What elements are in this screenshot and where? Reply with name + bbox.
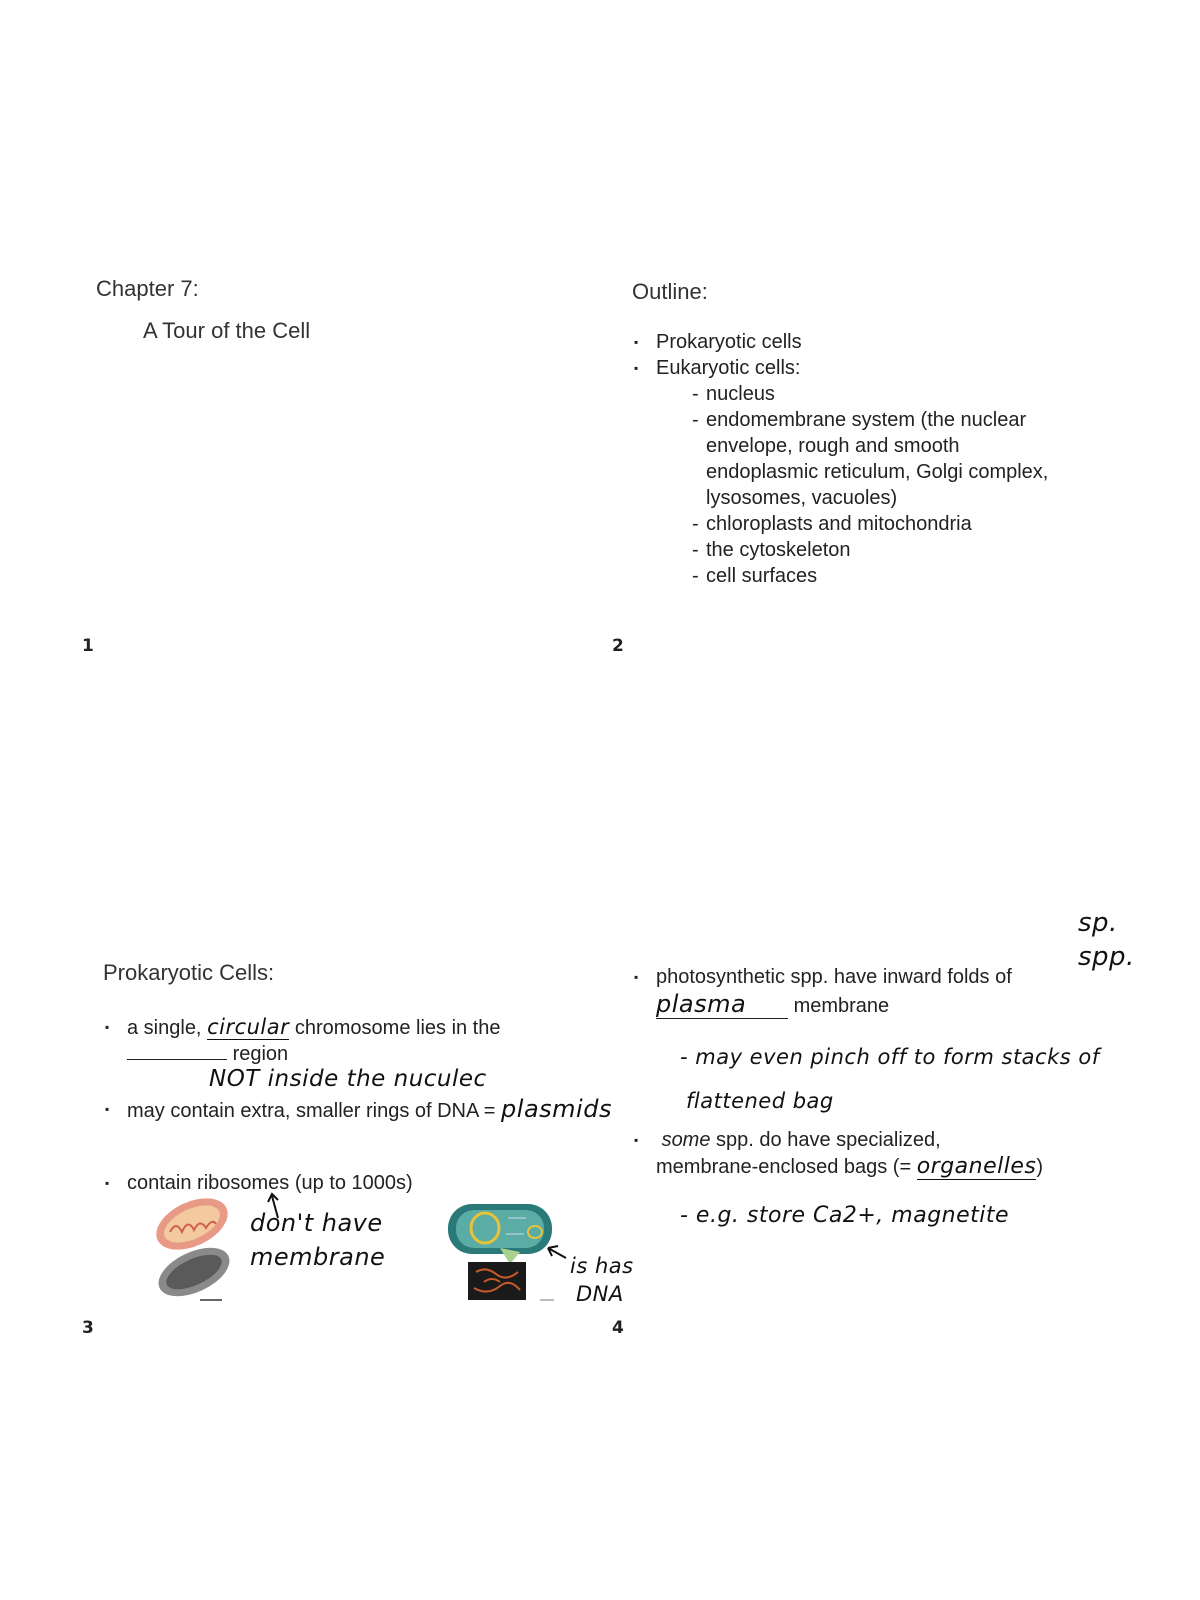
handwritten-not-inside-nucleus: NOT inside the nuculec bbox=[209, 1066, 487, 1092]
arrow-to-dna bbox=[548, 1246, 566, 1258]
handwritten-dont-have-membrane: don't have membrane bbox=[250, 1209, 386, 1271]
outline-item-eukaryotic: ▪ Eukaryotic cells: bbox=[632, 355, 1192, 381]
slide-2 bbox=[632, 279, 1192, 589]
slide-3 bbox=[103, 960, 633, 1196]
outline-item-prokaryotic: ▪ Prokaryotic cells bbox=[632, 329, 1192, 355]
micrograph-illustration bbox=[151, 1238, 237, 1306]
handwritten-organelles: organelles bbox=[916, 1154, 1037, 1179]
handwritten-flattened-bag-note: - may even pinch off to form stacks of flattened bag bbox=[680, 1045, 1100, 1113]
outline-subitem-cytoskeleton: - the cytoskeleton bbox=[692, 539, 851, 561]
bullet-photosynthetic: ▪ photosynthetic spp. have inward folds of bbox=[632, 964, 1152, 990]
page-number-3: 3 bbox=[82, 1318, 94, 1338]
bullet-chromosome: ▪ a single, circular chromosome lies in the bbox=[103, 1014, 633, 1041]
bullet-some-spp-line2: membrane-enclosed bags (= organelles) bbox=[656, 1154, 1044, 1179]
handwritten-circular: circular bbox=[207, 1015, 290, 1039]
bullet-plasmids: ▪ may contain extra, smaller rings of DNA = plasmids bbox=[103, 1096, 633, 1124]
outline-subitem-cont-2: endoplasmic reticulum, Golgi complex, bbox=[706, 461, 1049, 483]
slide-3-figures bbox=[150, 1188, 630, 1310]
outline-subitem-cell-surfaces: - cell surfaces bbox=[692, 565, 818, 587]
dna-micrograph-illustration bbox=[468, 1262, 554, 1300]
handwritten-has-dna: is has DNA bbox=[570, 1254, 634, 1306]
outline-subitem-endomembrane: - endomembrane system (the nuclear bbox=[692, 409, 1027, 431]
slide-2-title: Outline: bbox=[632, 279, 708, 304]
outline-subitem-cont-3: lysosomes, vacuoles) bbox=[706, 487, 898, 509]
bullet-chromosome-line2: region bbox=[103, 1041, 633, 1066]
page-number-4: 4 bbox=[612, 1318, 624, 1338]
slide-3-title: Prokaryotic Cells: bbox=[103, 960, 275, 985]
outline-subitem-cont-1: envelope, rough and smooth bbox=[706, 435, 960, 457]
handwritten-plasma: plasma bbox=[656, 990, 788, 1019]
slide-1-subtitle: A Tour of the Cell bbox=[143, 318, 311, 343]
handwritten-store-ca-magnetite: - e.g. store Ca2+, magnetite bbox=[680, 1203, 1010, 1228]
page-number-2: 2 bbox=[612, 636, 624, 656]
outline-subitem-chloroplasts: - chloroplasts and mitochondria bbox=[692, 513, 972, 535]
slide-4 bbox=[632, 964, 1152, 1228]
handwritten-sp-spp: sp. spp. bbox=[1078, 908, 1135, 972]
handwritten-plasmids: plasmids bbox=[501, 1095, 612, 1123]
outline-subitem-nucleus: - nucleus bbox=[692, 383, 775, 405]
fill-in-blank bbox=[127, 1041, 227, 1060]
mitochondrion-illustration bbox=[150, 1188, 236, 1260]
bullet-some-spp: ▪ some spp. do have specialized, bbox=[632, 1127, 1152, 1153]
prokaryote-cell-illustration bbox=[448, 1204, 552, 1264]
bullet-photosynthetic-line2: plasma membrane bbox=[656, 990, 890, 1018]
slide-1-title: Chapter 7: bbox=[96, 276, 199, 301]
page-number-1: 1 bbox=[82, 636, 94, 656]
bullet-ribosomes: ▪ contain ribosomes (up to 1000s) bbox=[103, 1170, 633, 1196]
slide-1 bbox=[96, 276, 656, 344]
